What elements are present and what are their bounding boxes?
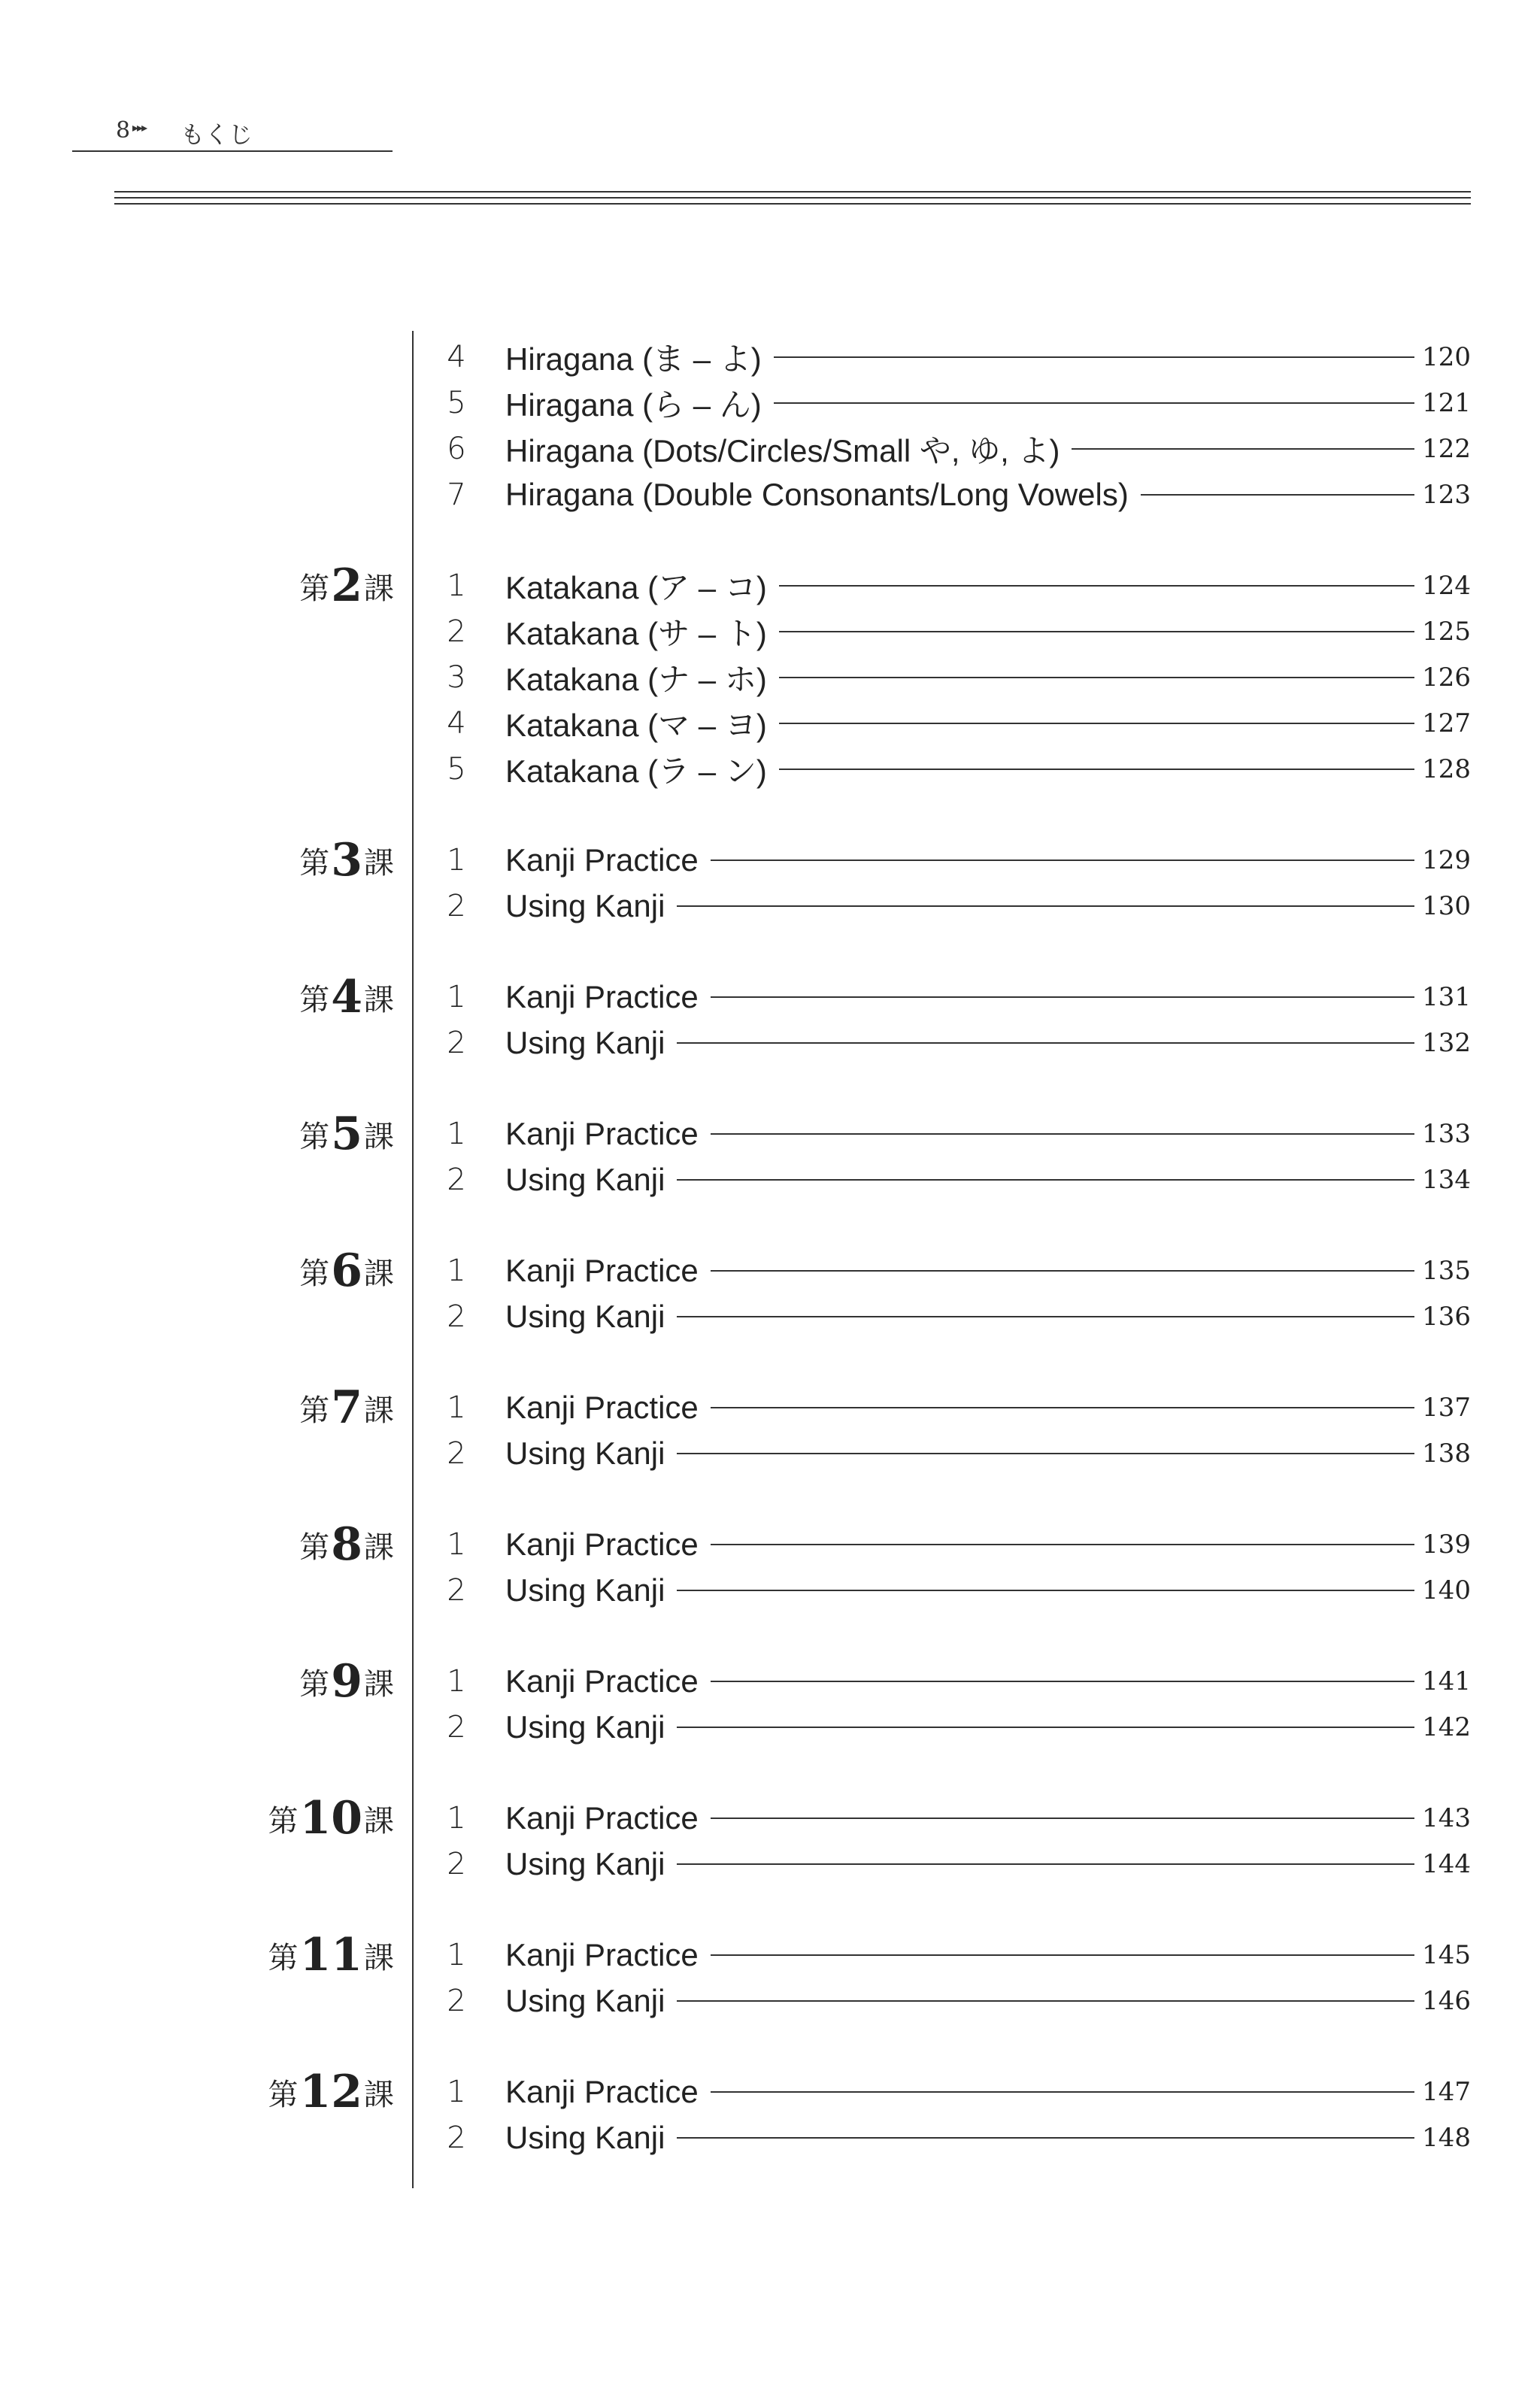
toc-entry[interactable] xyxy=(0,883,1540,929)
entry-line xyxy=(505,1248,1471,1294)
entry-page-number: 127 xyxy=(1422,708,1471,738)
leader-line xyxy=(779,585,1414,587)
toc-entry[interactable] xyxy=(0,1157,1540,1203)
entry-title: Kanji Practice xyxy=(505,1526,699,1562)
entry-title: Kanji Practice xyxy=(505,1390,699,1425)
toc-entry[interactable] xyxy=(0,334,1540,380)
lesson-prefix: 第 xyxy=(299,1666,330,1702)
toc-entry[interactable] xyxy=(0,834,1540,887)
entry-title: Hiragana (ら – ん) xyxy=(505,387,762,423)
lesson-number: 9 xyxy=(331,1655,362,1708)
entry-title: Using Kanji xyxy=(505,1025,665,1060)
entry-page-number: 121 xyxy=(1422,388,1471,418)
entry-page-number: 132 xyxy=(1422,1028,1471,1058)
entry-title: Kanji Practice xyxy=(505,1800,699,1836)
leader-line xyxy=(779,631,1414,632)
entry-title: Katakana (ナ – ホ) xyxy=(505,662,767,697)
lesson-prefix: 第 xyxy=(299,1530,330,1565)
entry-number: 1 xyxy=(447,568,466,603)
entry-title: Katakana (ラ – ン) xyxy=(505,753,767,789)
lesson-number: 3 xyxy=(331,834,362,887)
entry-line xyxy=(505,562,1471,609)
entry-title: Katakana (サ – ト) xyxy=(505,616,767,651)
entry-page-number: 137 xyxy=(1422,1393,1471,1423)
entry-line xyxy=(505,1704,1471,1751)
lesson-prefix: 第 xyxy=(299,982,330,1017)
entry-page-number: 129 xyxy=(1422,845,1471,875)
lesson-number: 8 xyxy=(331,1518,362,1571)
entry-line xyxy=(505,1521,1471,1568)
entry-title: Katakana (マ – ヨ) xyxy=(505,708,767,743)
entry-page-number: 128 xyxy=(1422,754,1471,784)
toc-entry[interactable] xyxy=(0,654,1540,701)
entry-number: 2 xyxy=(447,1847,466,1881)
toc-entry[interactable] xyxy=(0,746,1540,793)
entry-line xyxy=(505,1567,1471,1614)
lesson-number: 7 xyxy=(331,1381,362,1434)
leader-line xyxy=(711,859,1414,861)
toc-entry[interactable] xyxy=(0,1020,1540,1066)
entry-title: Using Kanji xyxy=(505,1983,665,2018)
entry-title: Using Kanji xyxy=(505,1709,665,1745)
lesson-number: 5 xyxy=(331,1108,362,1160)
entry-line xyxy=(505,746,1471,793)
lesson-number: 6 xyxy=(331,1245,362,1297)
entry-line xyxy=(505,2069,1471,2115)
entry-line xyxy=(505,426,1471,472)
entry-line xyxy=(505,1384,1471,1431)
entry-number: 1 xyxy=(447,2075,466,2109)
entry-title: Using Kanji xyxy=(505,1572,665,1608)
entry-line xyxy=(505,1978,1471,2024)
entry-page-number: 148 xyxy=(1422,2123,1471,2153)
rule-line xyxy=(114,191,1471,193)
entry-line xyxy=(505,700,1471,747)
toc-entry[interactable] xyxy=(0,1108,1540,1160)
toc-entry[interactable] xyxy=(0,1293,1540,1340)
entry-line xyxy=(505,1841,1471,1887)
entry-title: Using Kanji xyxy=(505,1436,665,1471)
entry-line xyxy=(505,608,1471,655)
entry-line xyxy=(505,1430,1471,1477)
entry-line xyxy=(505,837,1471,884)
entry-number: 1 xyxy=(447,1390,466,1425)
entry-title: Katakana (ア – コ) xyxy=(505,570,767,605)
entry-number: 2 xyxy=(447,2121,466,2155)
leader-line xyxy=(1072,448,1414,450)
leader-line xyxy=(711,1954,1414,1956)
toc-entry[interactable] xyxy=(0,1381,1540,1434)
lesson-prefix: 第 xyxy=(268,1940,299,1975)
entry-page-number: 126 xyxy=(1422,662,1471,693)
leader-line xyxy=(774,356,1414,358)
page-number: 8 xyxy=(116,117,131,144)
entry-title: Kanji Practice xyxy=(505,842,699,878)
entry-title: Using Kanji xyxy=(505,1846,665,1881)
lesson-suffix: 課 xyxy=(364,571,394,606)
toc-entry[interactable] xyxy=(0,1841,1540,1887)
entry-page-number: 145 xyxy=(1422,1940,1471,1970)
lesson-suffix: 課 xyxy=(364,1256,394,1291)
leader-line xyxy=(711,1133,1414,1135)
toc-entry[interactable] xyxy=(0,1245,1540,1297)
toc-entry[interactable] xyxy=(0,1704,1540,1751)
entry-title: Kanji Practice xyxy=(505,1937,699,1972)
toc-entry[interactable] xyxy=(0,2066,1540,2118)
entry-number: 1 xyxy=(447,1938,466,1972)
entry-line xyxy=(505,1658,1471,1705)
entry-line xyxy=(505,471,1471,518)
entry-title: Hiragana (Dots/Circles/Small や, ゆ, よ) xyxy=(505,433,1060,468)
leader-line xyxy=(711,1681,1414,1682)
lesson-prefix: 第 xyxy=(299,571,330,606)
entry-number: 5 xyxy=(447,386,466,420)
lesson-suffix: 課 xyxy=(364,1119,394,1154)
entry-page-number: 147 xyxy=(1422,2077,1471,2107)
entry-number: 2 xyxy=(447,1984,466,2018)
entry-page-number: 143 xyxy=(1422,1803,1471,1833)
leader-line xyxy=(711,2091,1414,2093)
entry-number: 2 xyxy=(447,1436,466,1471)
entry-page-number: 122 xyxy=(1422,434,1471,464)
section-title: もくじ xyxy=(180,120,253,149)
entry-line xyxy=(505,334,1471,380)
entry-page-number: 141 xyxy=(1422,1666,1471,1696)
lesson-suffix: 課 xyxy=(364,1393,394,1428)
lesson-number: 12 xyxy=(299,2066,362,2118)
entry-line xyxy=(505,2115,1471,2161)
toc-entry[interactable] xyxy=(0,1567,1540,1614)
entry-number: 3 xyxy=(447,660,466,695)
entry-line xyxy=(505,654,1471,701)
toc-entry[interactable] xyxy=(0,426,1540,472)
entry-number: 1 xyxy=(447,1527,466,1562)
lesson-number: 11 xyxy=(299,1929,362,1981)
leader-line xyxy=(1141,494,1414,496)
leader-line xyxy=(779,723,1414,724)
entry-page-number: 133 xyxy=(1422,1119,1471,1149)
entry-line xyxy=(505,1157,1471,1203)
entry-line xyxy=(505,1111,1471,1157)
toc-entry[interactable] xyxy=(0,1655,1540,1708)
lesson-prefix: 第 xyxy=(299,845,330,881)
leader-line xyxy=(779,677,1414,678)
toc-entry[interactable] xyxy=(0,1430,1540,1477)
entry-number: 2 xyxy=(447,1299,466,1334)
toc-entry[interactable] xyxy=(0,1978,1540,2024)
leader-line xyxy=(677,1727,1414,1728)
toc-entry[interactable] xyxy=(0,380,1540,426)
leader-line xyxy=(677,1590,1414,1591)
leader-line xyxy=(711,1818,1414,1819)
triple-arrow-icon: ▸▸▸ xyxy=(132,120,147,135)
entry-line xyxy=(505,1293,1471,1340)
lesson-suffix: 課 xyxy=(364,845,394,881)
entry-number: 2 xyxy=(447,889,466,923)
lesson-suffix: 課 xyxy=(364,982,394,1017)
leader-line xyxy=(711,1407,1414,1408)
toc-entry[interactable] xyxy=(0,971,1540,1023)
entry-page-number: 134 xyxy=(1422,1165,1471,1195)
toc-entry[interactable] xyxy=(0,700,1540,747)
entry-page-number: 123 xyxy=(1422,480,1471,510)
toc-entry[interactable] xyxy=(0,559,1540,612)
entry-number: 2 xyxy=(447,1026,466,1060)
rule-line xyxy=(114,197,1471,199)
entry-number: 2 xyxy=(447,614,466,649)
entry-page-number: 142 xyxy=(1422,1712,1471,1742)
entry-line xyxy=(505,1795,1471,1842)
leader-line xyxy=(677,2000,1414,2002)
entry-line xyxy=(505,974,1471,1020)
lesson-prefix: 第 xyxy=(299,1119,330,1154)
entry-title: Using Kanji xyxy=(505,1162,665,1197)
toc-entry[interactable] xyxy=(0,1929,1540,1981)
header-rules xyxy=(114,191,1471,211)
entry-title: Using Kanji xyxy=(505,2120,665,2155)
leader-line xyxy=(677,1863,1414,1865)
lesson-prefix: 第 xyxy=(268,1803,299,1839)
lesson-suffix: 課 xyxy=(364,1666,394,1702)
entry-number: 1 xyxy=(447,1801,466,1836)
lesson-prefix: 第 xyxy=(299,1256,330,1291)
lesson-suffix: 課 xyxy=(364,1530,394,1565)
entry-page-number: 146 xyxy=(1422,1986,1471,2016)
entry-title: Kanji Practice xyxy=(505,979,699,1014)
entry-title: Kanji Practice xyxy=(505,1116,699,1151)
entry-number: 7 xyxy=(447,477,466,512)
entry-number: 1 xyxy=(447,980,466,1014)
lesson-prefix: 第 xyxy=(299,1393,330,1428)
rule-line xyxy=(114,203,1471,205)
entry-number: 1 xyxy=(447,1254,466,1288)
toc-entry[interactable] xyxy=(0,608,1540,655)
leader-line xyxy=(711,1544,1414,1545)
entry-title: Kanji Practice xyxy=(505,1253,699,1288)
leader-line xyxy=(677,1042,1414,1044)
toc-entry[interactable] xyxy=(0,2115,1540,2161)
lesson-suffix: 課 xyxy=(364,1803,394,1839)
entry-number: 4 xyxy=(447,706,466,741)
leader-line xyxy=(677,1316,1414,1317)
entry-title: Using Kanji xyxy=(505,888,665,923)
running-header xyxy=(72,113,393,152)
entry-line xyxy=(505,1020,1471,1066)
entry-line xyxy=(505,1932,1471,1978)
entry-title: Kanji Practice xyxy=(505,2074,699,2109)
entry-title: Hiragana (Double Consonants/Long Vowels) xyxy=(505,477,1129,512)
entry-page-number: 131 xyxy=(1422,982,1471,1012)
entry-page-number: 120 xyxy=(1422,342,1471,372)
entry-page-number: 124 xyxy=(1422,571,1471,601)
toc-entry[interactable] xyxy=(0,1792,1540,1845)
entry-line xyxy=(505,883,1471,929)
entry-page-number: 144 xyxy=(1422,1849,1471,1879)
entry-page-number: 130 xyxy=(1422,891,1471,921)
toc-entry[interactable] xyxy=(0,1518,1540,1571)
entry-number: 2 xyxy=(447,1163,466,1197)
leader-line xyxy=(774,402,1414,404)
lesson-number: 10 xyxy=(299,1792,362,1845)
lesson-number: 2 xyxy=(331,559,362,612)
entry-line xyxy=(505,380,1471,426)
entry-title: Kanji Practice xyxy=(505,1663,699,1699)
entry-title: Hiragana (ま – よ) xyxy=(505,341,762,377)
entry-page-number: 139 xyxy=(1422,1530,1471,1560)
entry-page-number: 140 xyxy=(1422,1575,1471,1605)
leader-line xyxy=(677,2137,1414,2139)
entry-page-number: 136 xyxy=(1422,1302,1471,1332)
toc-entry[interactable] xyxy=(0,471,1540,518)
leader-line xyxy=(677,1179,1414,1181)
leader-line xyxy=(779,769,1414,770)
leader-line xyxy=(677,905,1414,907)
entry-title: Using Kanji xyxy=(505,1299,665,1334)
entry-number: 2 xyxy=(447,1710,466,1745)
lesson-suffix: 課 xyxy=(364,2077,394,2112)
leader-line xyxy=(711,1270,1414,1272)
entry-number: 6 xyxy=(447,432,466,466)
entry-number: 4 xyxy=(447,340,466,374)
lesson-number: 4 xyxy=(331,971,362,1023)
leader-line xyxy=(677,1453,1414,1454)
lesson-suffix: 課 xyxy=(364,1940,394,1975)
entry-page-number: 138 xyxy=(1422,1439,1471,1469)
entry-number: 1 xyxy=(447,1664,466,1699)
entry-number: 5 xyxy=(447,752,466,787)
leader-line xyxy=(711,996,1414,998)
lesson-prefix: 第 xyxy=(268,2077,299,2112)
entry-number: 1 xyxy=(447,843,466,878)
entry-page-number: 125 xyxy=(1422,617,1471,647)
entry-number: 1 xyxy=(447,1117,466,1151)
entry-number: 2 xyxy=(447,1573,466,1608)
entry-page-number: 135 xyxy=(1422,1256,1471,1286)
